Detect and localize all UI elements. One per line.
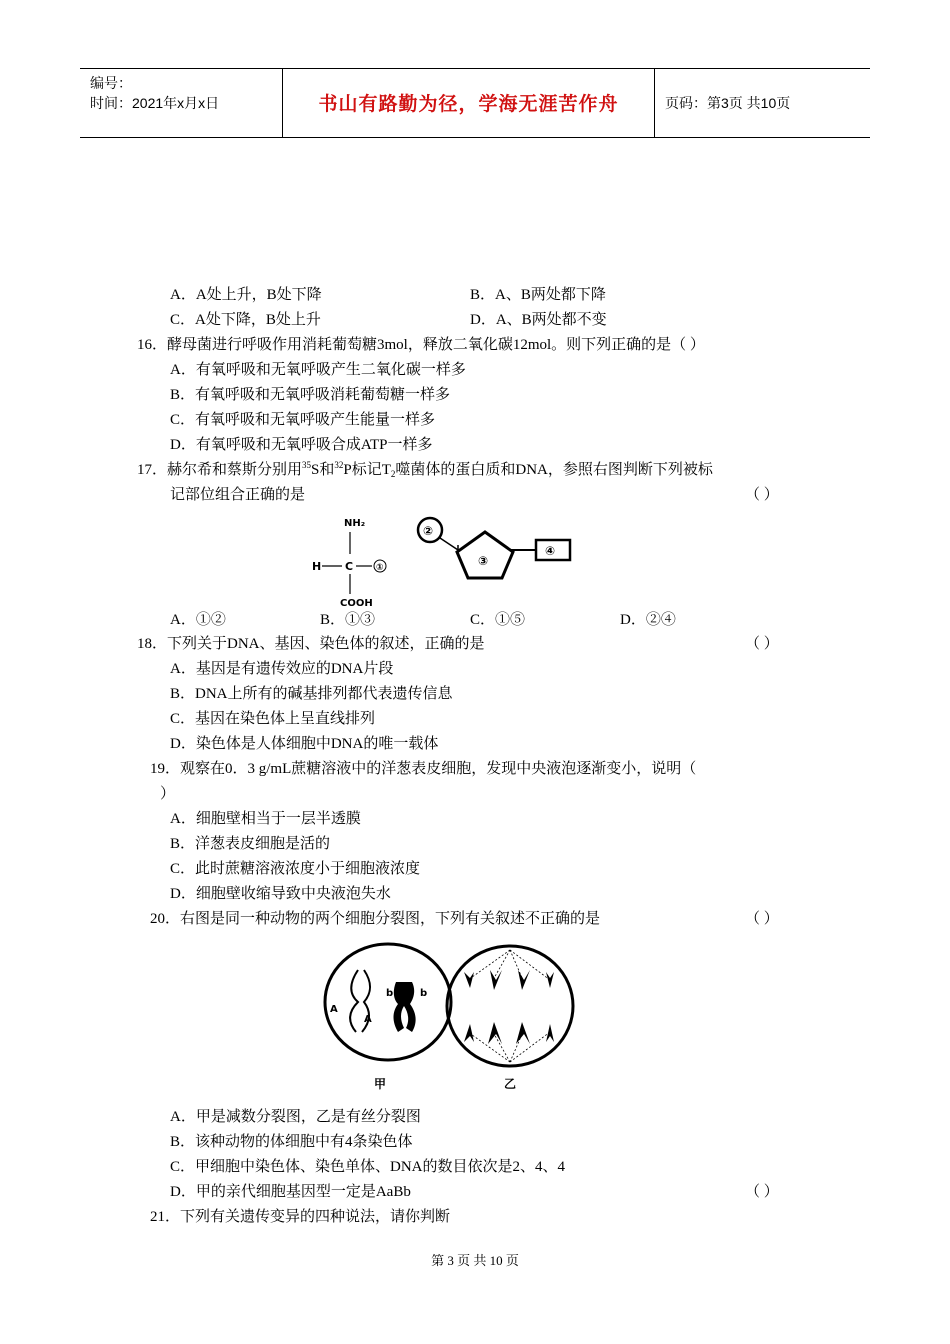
fig-box-4: ④ (545, 544, 556, 558)
q20-option-d-paren: （ ） (745, 1184, 779, 1200)
q17-answer-paren: （ ） (745, 487, 779, 503)
fig-c-label: C (345, 560, 354, 573)
q18-option-a: A．基因是有遗传效应的DNA片段 (170, 661, 394, 677)
q18-option-c: C．基因在染色体上呈直线排列 (170, 711, 376, 727)
fig-circle-3: ③ (478, 554, 489, 568)
q19-option-d: D．细胞壁收缩导致中央液泡失水 (170, 886, 391, 902)
time-label: 时间：2021年x月x日 (90, 95, 220, 111)
q21-stem: 21．下列有关遗传变异的四种说法，请你判断 (150, 1209, 451, 1225)
page-header (80, 68, 870, 138)
q20-option-a: A．甲是减数分裂图，乙是有丝分裂图 (170, 1109, 421, 1125)
q20-cell-division-figure (318, 940, 588, 1095)
fig-h-label: H (312, 560, 322, 573)
q18-option-b: B．DNA上所有的碱基排列都代表遗传信息 (170, 686, 453, 702)
fig-label-yi: 乙 (504, 1077, 517, 1091)
q19-option-c: C．此时蔗糖溶液浓度小于细胞液浓度 (170, 861, 421, 877)
q18-answer-paren: （ ） (745, 636, 779, 652)
q16-stem: 16．酵母菌进行呼吸作用消耗葡萄糖3mol，释放二氧化碳12mol。则下列正确的是（ ） (137, 337, 705, 353)
motto: 书山有路勤为径，学海无涯苦作舟 (318, 93, 619, 115)
q17-option-b: B．①③ (320, 612, 376, 628)
q17-stem-line2: 记部位组合正确的是 (170, 487, 306, 503)
q20-option-d: D．甲的亲代细胞基因型一定是AaBb (170, 1184, 411, 1200)
q16-option-a: A．有氧呼吸和无氧呼吸产生二氧化碳一样多 (170, 362, 466, 378)
fig-gene-A2-label: A (364, 1014, 372, 1025)
q19-option-a: A．细胞壁相当于一层半透膜 (170, 811, 361, 827)
q17-molecule-figure (300, 510, 600, 610)
q20-answer-paren: （ ） (745, 911, 779, 927)
q19-stem: 19．观察在0．3 g/mL蔗糖溶液中的洋葱表皮细胞，发现中央液泡逐渐变小，说明（ (150, 761, 697, 777)
q15-option-c: C．A处下降，B处上升 (170, 312, 321, 328)
q19-option-b: B．洋葱表皮细胞是活的 (170, 836, 331, 852)
header-info-cell (80, 69, 283, 137)
fig-label-jia: 甲 (374, 1077, 387, 1091)
q16-option-d: D．有氧呼吸和无氧呼吸合成ATP一样多 (170, 437, 433, 453)
q20-option-c: C．甲细胞中染色体、染色单体、DNA的数目依次是2、4、4 (170, 1159, 566, 1175)
q15-option-d: D．A、B两处都不变 (470, 312, 607, 328)
q15-option-a: A．A处上升，B处下降 (170, 287, 322, 303)
fig-cooh-label: COOH (340, 598, 373, 609)
q18-option-d: D．染色体是人体细胞中DNA的唯一载体 (170, 736, 439, 752)
q17-option-d: D．②④ (620, 612, 676, 628)
q20-option-b: B．该种动物的体细胞中有4条染色体 (170, 1134, 413, 1150)
fig-circle-1: ① (376, 563, 384, 573)
fig-circle-2: ② (423, 524, 434, 538)
q19-stem-line2: ） (160, 786, 176, 802)
serial-label: 编号： (90, 75, 132, 91)
fig-nh2-label: NH₂ (344, 518, 366, 529)
q16-option-b: B．有氧呼吸和无氧呼吸消耗葡萄糖一样多 (170, 387, 451, 403)
q17-option-c: C．①⑤ (470, 612, 526, 628)
q17-stem: 17．赫尔希和蔡斯分别用$^{35}$S和$^{32}$P标记$T_2$噬菌体的蛋白质和DNA，参照右图判断下列被标 (137, 460, 713, 479)
fig-gene-A-label: A (330, 1004, 338, 1015)
header-motto-cell (283, 69, 655, 137)
q15-option-b: B．A、B两处都下降 (470, 287, 606, 303)
q20-stem: 20．右图是同一种动物的两个细胞分裂图，下列有关叙述不正确的是 (150, 911, 601, 927)
page-number-label: 页码：第3页 共10页 (665, 95, 791, 111)
q16-option-c: C．有氧呼吸和无氧呼吸产生能量一样多 (170, 412, 436, 428)
fig-gene-b2-label: b (420, 988, 428, 999)
q18-stem: 18．下列关于DNA、基因、染色体的叙述，正确的是 (137, 636, 485, 652)
fig-gene-b-label: b (386, 988, 394, 999)
page-footer: 第 3 页 共 10 页 (431, 1253, 519, 1268)
header-page-cell (655, 69, 870, 137)
q17-option-a: A．①② (170, 612, 226, 628)
